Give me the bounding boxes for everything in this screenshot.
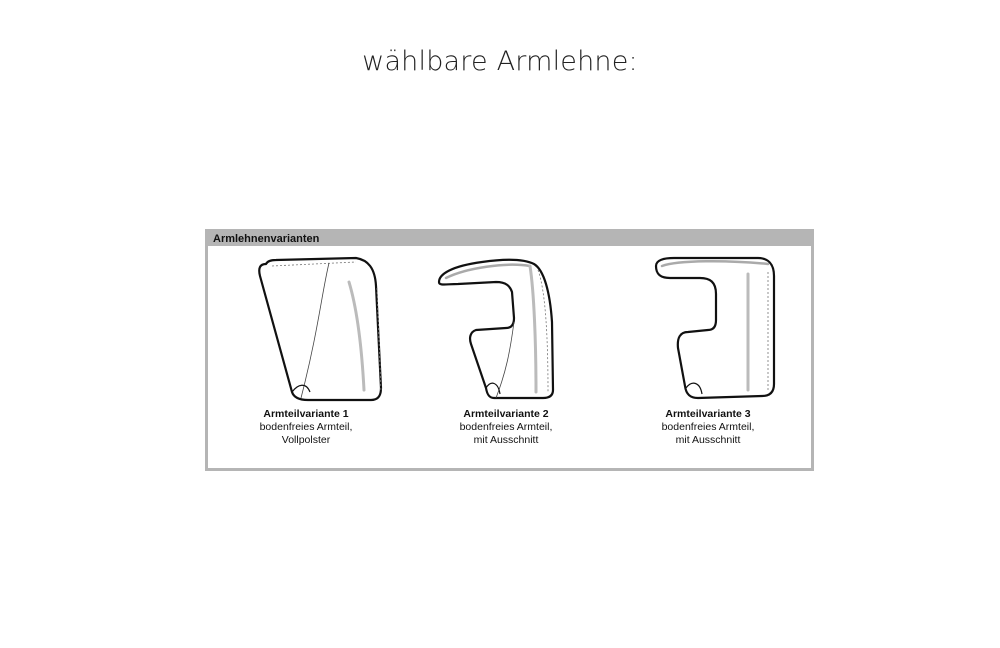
variant-description-line2: mit Ausschnitt [473,434,539,446]
variant-1 [206,252,406,447]
armrest-cutout-flat-icon [608,252,808,402]
variant-description-line2: mit Ausschnitt [675,434,741,446]
variant-description-line2: Vollpolster [281,434,331,446]
page-title: wählbare Armlehne: [362,46,638,77]
variant-description-line1: bodenfreies Armteil, [459,421,553,433]
variant-description-line1: bodenfreies Armteil, [661,421,755,433]
armrest-variants-panel [205,229,814,471]
variant-title: Armteilvariante 1 [263,408,349,420]
armrest-cutout-rounded-icon [406,252,606,402]
variant-title: Armteilvariante 2 [463,408,549,420]
armrest-full-upholstery-icon [206,252,406,402]
panel-header: Armlehnenvarianten [208,232,811,246]
variant-title: Armteilvariante 3 [665,408,751,420]
variant-2 [406,252,606,447]
variant-3 [608,252,808,447]
variant-description-line1: bodenfreies Armteil, [259,421,353,433]
